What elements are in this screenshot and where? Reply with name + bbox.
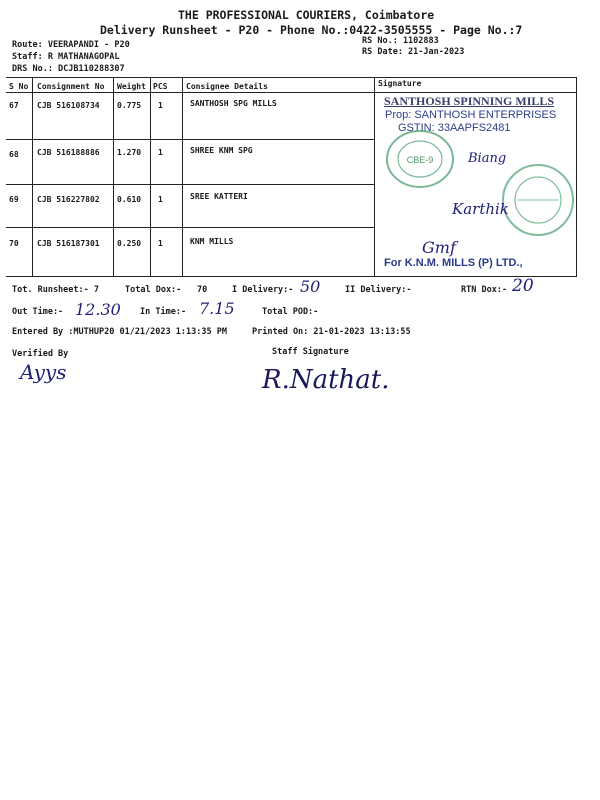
company-title: THE PROFESSIONAL COURIERS, Coimbatore: [178, 8, 435, 22]
row-weight: 0.775: [117, 101, 142, 110]
knm-round-seal-icon: [500, 160, 576, 240]
svg-text:CBE-9: CBE-9: [406, 155, 434, 165]
col-header-consignment: Consignment No: [37, 82, 105, 91]
ii-delivery-label: II Delivery:-: [345, 285, 412, 295]
runsheet-subtitle: Delivery Runsheet - P20 - Phone No.:0422-3505555 - Page No.:7: [100, 23, 523, 37]
in-time-label: In Time:-: [140, 307, 187, 317]
row-pcs: 1: [158, 195, 163, 204]
santhosh-stamp-prop: Prop: SANTHOSH ENTERPRISES: [385, 109, 557, 121]
signature-row4: Gmf: [422, 238, 456, 257]
rs-number: RS No.: 1102883: [362, 36, 439, 46]
verified-signature: Ayys: [20, 360, 67, 384]
row-consignment: CJB 516187301: [37, 239, 100, 248]
col-header-signature: Signature: [378, 79, 422, 88]
total-pod-label: Total POD:-: [262, 307, 319, 317]
staff-label: Staff: R MATHANAGOPAL: [12, 52, 120, 62]
total-dox-value: 70: [197, 285, 208, 295]
row-consignment: CJB 516188886: [37, 148, 100, 157]
drs-number: DRS No.: DCJB110288307: [12, 64, 125, 74]
route-label: Route: VEERAPANDI - P20: [12, 40, 130, 50]
tot-runsheet: Tot. Runsheet:- 7: [12, 285, 99, 295]
knm-stamp: For K.N.M. MILLS (P) LTD.,: [384, 257, 523, 269]
col-header-consignee: Consignee Details: [186, 82, 268, 91]
staff-signature: R.Nathat.: [262, 365, 390, 395]
row-consignee: SHREE KNM SPG: [190, 146, 253, 155]
rtn-dox-value: 20: [512, 276, 534, 296]
entered-by: Entered By :MUTHUP20 01/21/2023 1:13:35 PM: [12, 327, 227, 337]
out-time-value: 12.30: [75, 300, 121, 319]
row-consignment: CJB 516108734: [37, 101, 100, 110]
printed-on: Printed On: 21-01-2023 13:13:55: [252, 327, 411, 337]
row-consignment: CJB 516227802: [37, 195, 100, 204]
staff-signature-label: Staff Signature: [272, 347, 349, 357]
out-time-label: Out Time:-: [12, 307, 64, 317]
i-delivery-label: I Delivery:-: [232, 285, 294, 295]
row-weight: 1.270: [117, 148, 142, 157]
santhosh-stamp-gstin: GSTIN: 33AAPFS2481: [398, 122, 511, 134]
i-delivery-value: 50: [300, 277, 321, 296]
signature-row2: Biang: [468, 151, 507, 166]
row-weight: 0.610: [117, 195, 142, 204]
row-pcs: 1: [158, 239, 163, 248]
rtn-dox-label: RTN Dox:-: [461, 285, 508, 295]
col-header-sno: S No: [9, 82, 29, 91]
row-weight: 0.250: [117, 239, 142, 248]
verified-by-label: Verified By: [12, 349, 69, 359]
row-sno: 67: [9, 101, 19, 110]
santhosh-stamp-name: SANTHOSH SPINNING MILLS: [384, 94, 555, 108]
col-header-weight: Weight: [117, 82, 146, 91]
row-pcs: 1: [158, 101, 163, 110]
signature-row3: Karthik: [452, 200, 509, 218]
row-sno: 69: [9, 195, 19, 204]
round-seal-icon: [384, 128, 456, 190]
in-time-value: 7.15: [199, 299, 235, 318]
row-sno: 68: [9, 150, 19, 159]
rs-date: RS Date: 21-Jan-2023: [362, 47, 465, 57]
total-dox-label: Total Dox:-: [125, 285, 182, 295]
col-header-pcs: PCS: [153, 82, 168, 91]
row-pcs: 1: [158, 148, 163, 157]
row-consignee: KNM MILLS: [190, 237, 234, 246]
row-consignee: SANTHOSH SPG MILLS: [190, 99, 277, 108]
row-sno: 70: [9, 239, 19, 248]
row-consignee: SREE KATTERI: [190, 192, 248, 201]
